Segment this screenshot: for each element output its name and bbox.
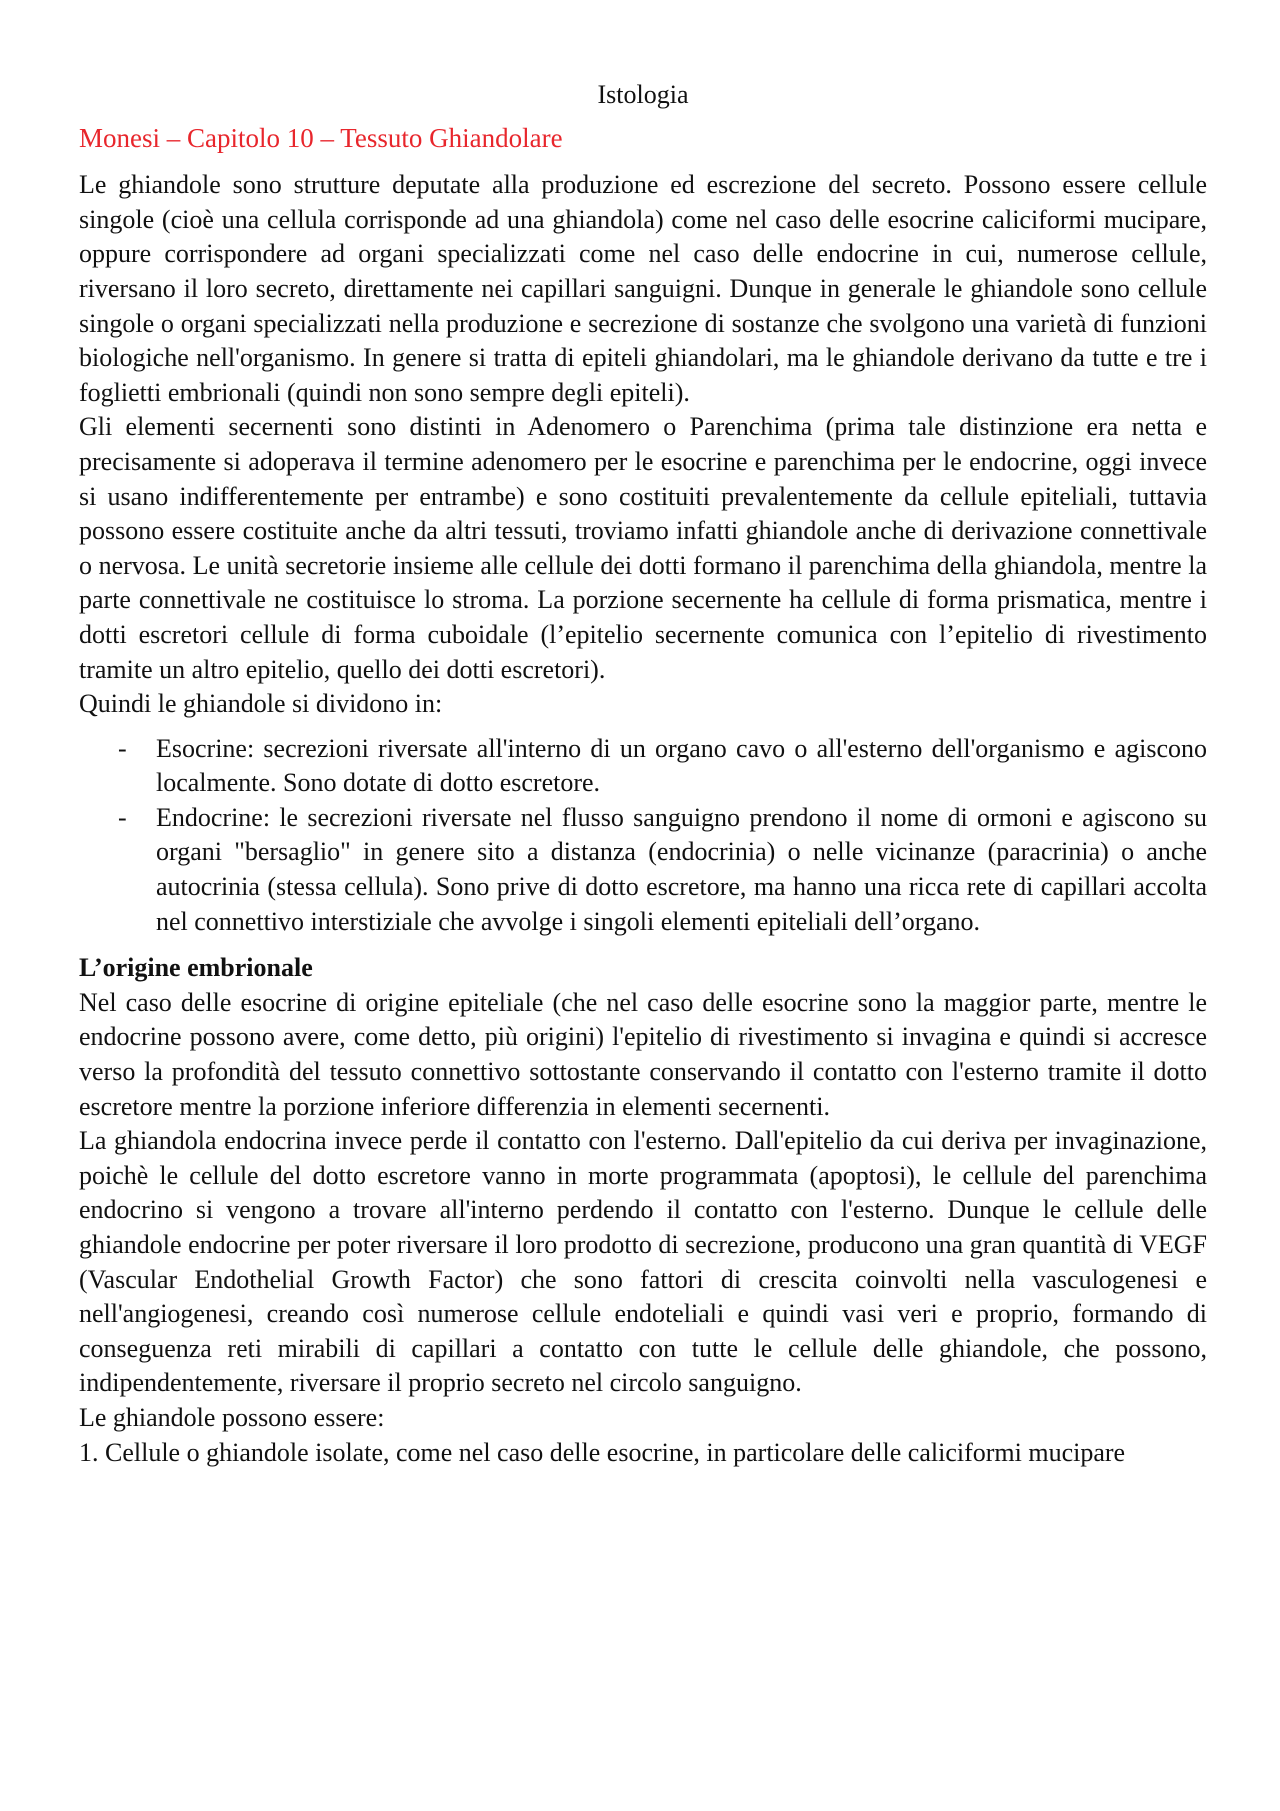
list-marker: - <box>118 802 127 832</box>
list-item-text: Esocrine: secrezioni riversate all'interno di un organo cavo o all'esterno dell'organismo e agiscono localmente. Sono dotate di dotto escretore. <box>156 733 1207 798</box>
list-marker: - <box>118 733 127 763</box>
origin-paragraph-2: La ghiandola endocrina invece perde il contatto con l'esterno. Dall'epitelio da cui deriva per invaginazione, poichè le cellule del dotto escretore vanno in morte programmata (apoptosi), le cellule del parenchima endocrino si vengono a trovare all'interno perdendo il contatto con l'esterno. Dunque le cellule delle ghiandole endocrine per poter riversare il loro prodotto di secrezione, producono una gran quantità di VEGF (Vascular Endothelial Growth Factor) che sono fattori di crescita coinvolti nella vasculogenesi e nell'angiogenesi, creando così numerose cellule endoteliali e quindi vasi veri e proprio, formando di conseguenza reti mirabili di capillari a contatto con tutte le cellule delle ghiandole, che possono, indipendentemente, riversare il proprio secreto nel circolo sanguigno. <box>79 1126 1207 1398</box>
section-heading: L’origine embrionale <box>79 953 313 983</box>
intro-paragraph-3: Quindi le ghiandole si dividono in: <box>79 689 443 719</box>
list-item-esocrine <box>79 732 1207 801</box>
document-page <box>79 62 1207 1470</box>
list-item-endocrine <box>79 801 1207 939</box>
chapter-heading: Monesi – Capitolo 10 – Tessuto Ghiandolare <box>79 122 563 153</box>
origin-paragraph-1: Nel caso delle esocrine di origine epiteliale (che nel caso delle esocrine sono la maggior parte, mentre le endocrine possono avere, come detto, più origini) l'epitelio di rivestimento si invagina e quindi si accresce verso la profondità del tessuto connettivo sottostante conservando il contatto con l'esterno tramite il dotto escretore mentre la porzione inferiore differenzia in elementi secernenti. <box>79 987 1207 1121</box>
intro-paragraph-1: Le ghiandole sono strutture deputate alla produzione ed escrezione del secreto. Possono essere cellule singole (cioè una cellula corrisponde ad una ghiandola) come nel caso delle esocrine caliciformi mucipare, oppure corrispondere ad organi specializzati come nel caso delle endocrine in cui, numerose cellule, riversano il loro secreto, direttamente nei capillari sanguigni. Dunque in generale le ghiandole sono cellule singole o organi specializzati nella produzione e secrezione di sostanze che svolgono una varietà di funzioni biologiche nell'organismo. In genere si tratta di epiteli ghiandolari, ma le ghiandole derivano da tutte e tre i foglietti embrionali (quindi non sono sempre degli epiteli). <box>79 170 1207 407</box>
intro-paragraph-2: Gli elementi secernenti sono distinti in Adenomero o Parenchima (prima tale distinzione era netta e precisamente si adoperava il termine adenomero per le esocrine e parenchima per le endocrine, oggi invece si usano indifferentemente per entrambe) e sono costituiti prevalentemente da cellule epiteliali, tuttavia possono essere costituite anche da altri tessuti, troviamo infatti ghiandole anche di derivazione connettivale o nervosa. Le unità secretorie insieme alle cellule dei dotti formano il parenchima della ghiandola, mentre la parte connettivale ne costituisce lo stroma. La porzione secernente ha cellule di forma prismatica, mentre i dotti escretori cellule di forma cuboidale (l’epitelio secernente comunica con l’epitelio di rivestimento tramite un altro epitelio, quello dei dotti escretori). <box>79 412 1207 684</box>
origin-paragraph-3: Le ghiandole possono essere: <box>79 1402 385 1432</box>
gland-types-list <box>79 732 1207 940</box>
numbered-item-1: 1. Cellule o ghiandole isolate, come nel caso delle esocrine, in particolare delle caliciformi mucipare <box>79 1437 1126 1467</box>
list-item-text: Endocrine: le secrezioni riversate nel flusso sanguigno prendono il nome di ormoni e agiscono su organi "bersaglio" in genere sito a distanza (endocrinia) o nelle vicinanze (paracrinia) o anche autocrinia (stessa cellula). Sono prive di dotto escretore, ma hanno una ricca rete di capillari accolta nel connettivo interstiziale che avvolge i singoli elementi epiteliali dell’organo. <box>156 802 1207 936</box>
document-title: Istologia <box>597 80 689 109</box>
